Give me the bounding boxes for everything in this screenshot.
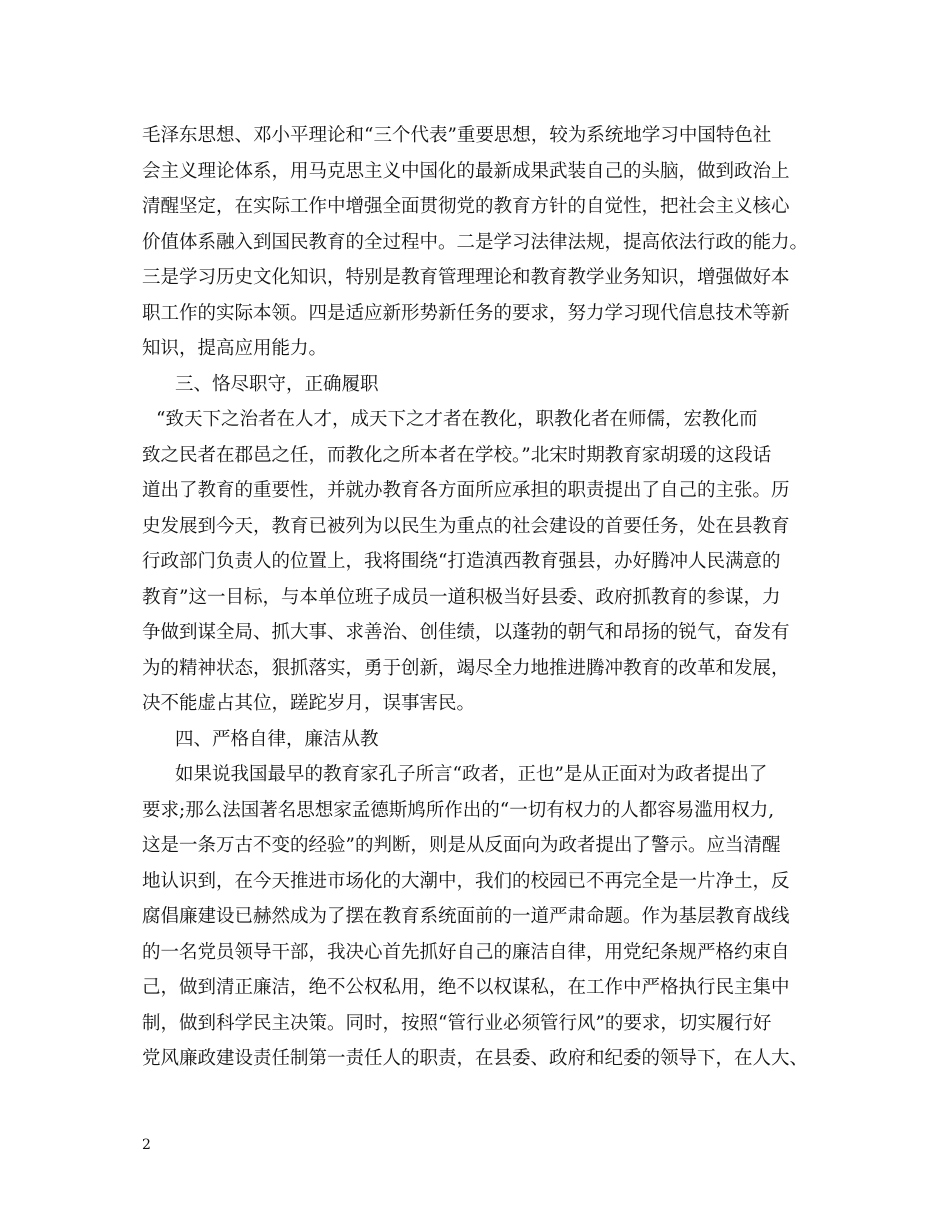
text-line: 行政部门负责人的位置上，我将围绕“打造滇西教育强县，办好腾冲人民满意的 (142, 551, 781, 572)
text-line: 党风廉政建设责任制第一责任人的职责，在县委、政府和纪委的领导下，在人大、 (142, 1048, 809, 1069)
text-line: 三是学习历史文化知识，特别是教育管理理论和教育教学业务知识，增强做好本 (142, 267, 790, 288)
text-line: 的一名党员领导干部，我决心首先抓好自己的廉洁自律，用党纪条规严格约束自 (142, 942, 790, 963)
text-line: 教育”这一目标，与本单位班子成员一道积极当好县委、政府抓教育的参谋，力 (142, 587, 781, 608)
text-line: 腐倡廉建设已赫然成为了摆在教育系统面前的一道严肃命题。作为基层教育战线 (142, 906, 790, 927)
text-line: 清醒坚定，在实际工作中增强全面贯彻党的教育方针的自觉性，把社会主义核心 (142, 196, 790, 217)
text-line: 毛泽东思想、邓小平理论和“三个代表”重要思想，较为系统地学习中国特色社 (142, 125, 772, 146)
text-line: 道出了教育的重要性，并就办教育各方面所应承担的职责提出了自己的主张。历 (142, 480, 790, 501)
text-line: 史发展到今天，教育已被列为以民生为重点的社会建设的首要任务，处在县教育 (142, 516, 790, 537)
text-line: 价值体系融入到国民教育的全过程中。二是学习法律法规，提高依法行政的能力。 (142, 232, 809, 253)
text-line: 知识，提高应用能力。 (142, 338, 328, 359)
text-line: 致之民者在郡邑之任，而教化之所本者在学校。”北宋时期教育家胡瑗的这段话 (142, 445, 772, 466)
text-line: 地认识到，在今天推进市场化的大潮中，我们的校园已不再完全是一片净土，反 (142, 871, 790, 892)
text-line: 要求;那么法国著名思想家孟德斯鸠所作出的“一切有权力的人都容易滥用权力, (142, 800, 775, 821)
text-line: 职工作的实际本领。四是适应新形势新任务的要求，努力学习现代信息技术等新 (142, 303, 790, 324)
text-line: 为的精神状态，狠抓落实，勇于创新，竭尽全力地推进腾冲教育的改革和发展， (142, 658, 790, 679)
text-line: 决不能虚占其位，蹉跎岁月，误事害民。 (142, 693, 476, 714)
text-line: 会主义理论体系，用马克思主义中国化的最新成果武装自己的头脑，做到政治上 (142, 161, 790, 182)
text-line: “致天下之治者在人才，成天下之才者在教化，职教化者在师儒，宏教化而 (156, 409, 758, 430)
section-heading: 四、严格自律，廉洁从教 (175, 729, 379, 750)
text-line: 制，做到科学民主决策。同时，按照“管行业必须管行风”的要求，切实履行好 (142, 1013, 772, 1034)
text-line: 如果说我国最早的教育家孔子所言“政者，正也”是从正面对为政者提出了 (175, 764, 768, 785)
section-heading: 三、恪尽职守，正确履职 (175, 374, 379, 395)
text-line: 己，做到清正廉洁，绝不公权私用，绝不以权谋私，在工作中严格执行民主集中 (142, 977, 790, 998)
text-line: 争做到谋全局、抓大事、求善治、创佳绩，以蓬勃的朝气和昂扬的锐气，奋发有 (142, 622, 790, 643)
text-line: 这是一条万古不变的经验”的判断，则是从反面向为政者提出了警示。应当清醒 (142, 835, 781, 856)
page-number: 2 (142, 1137, 151, 1153)
